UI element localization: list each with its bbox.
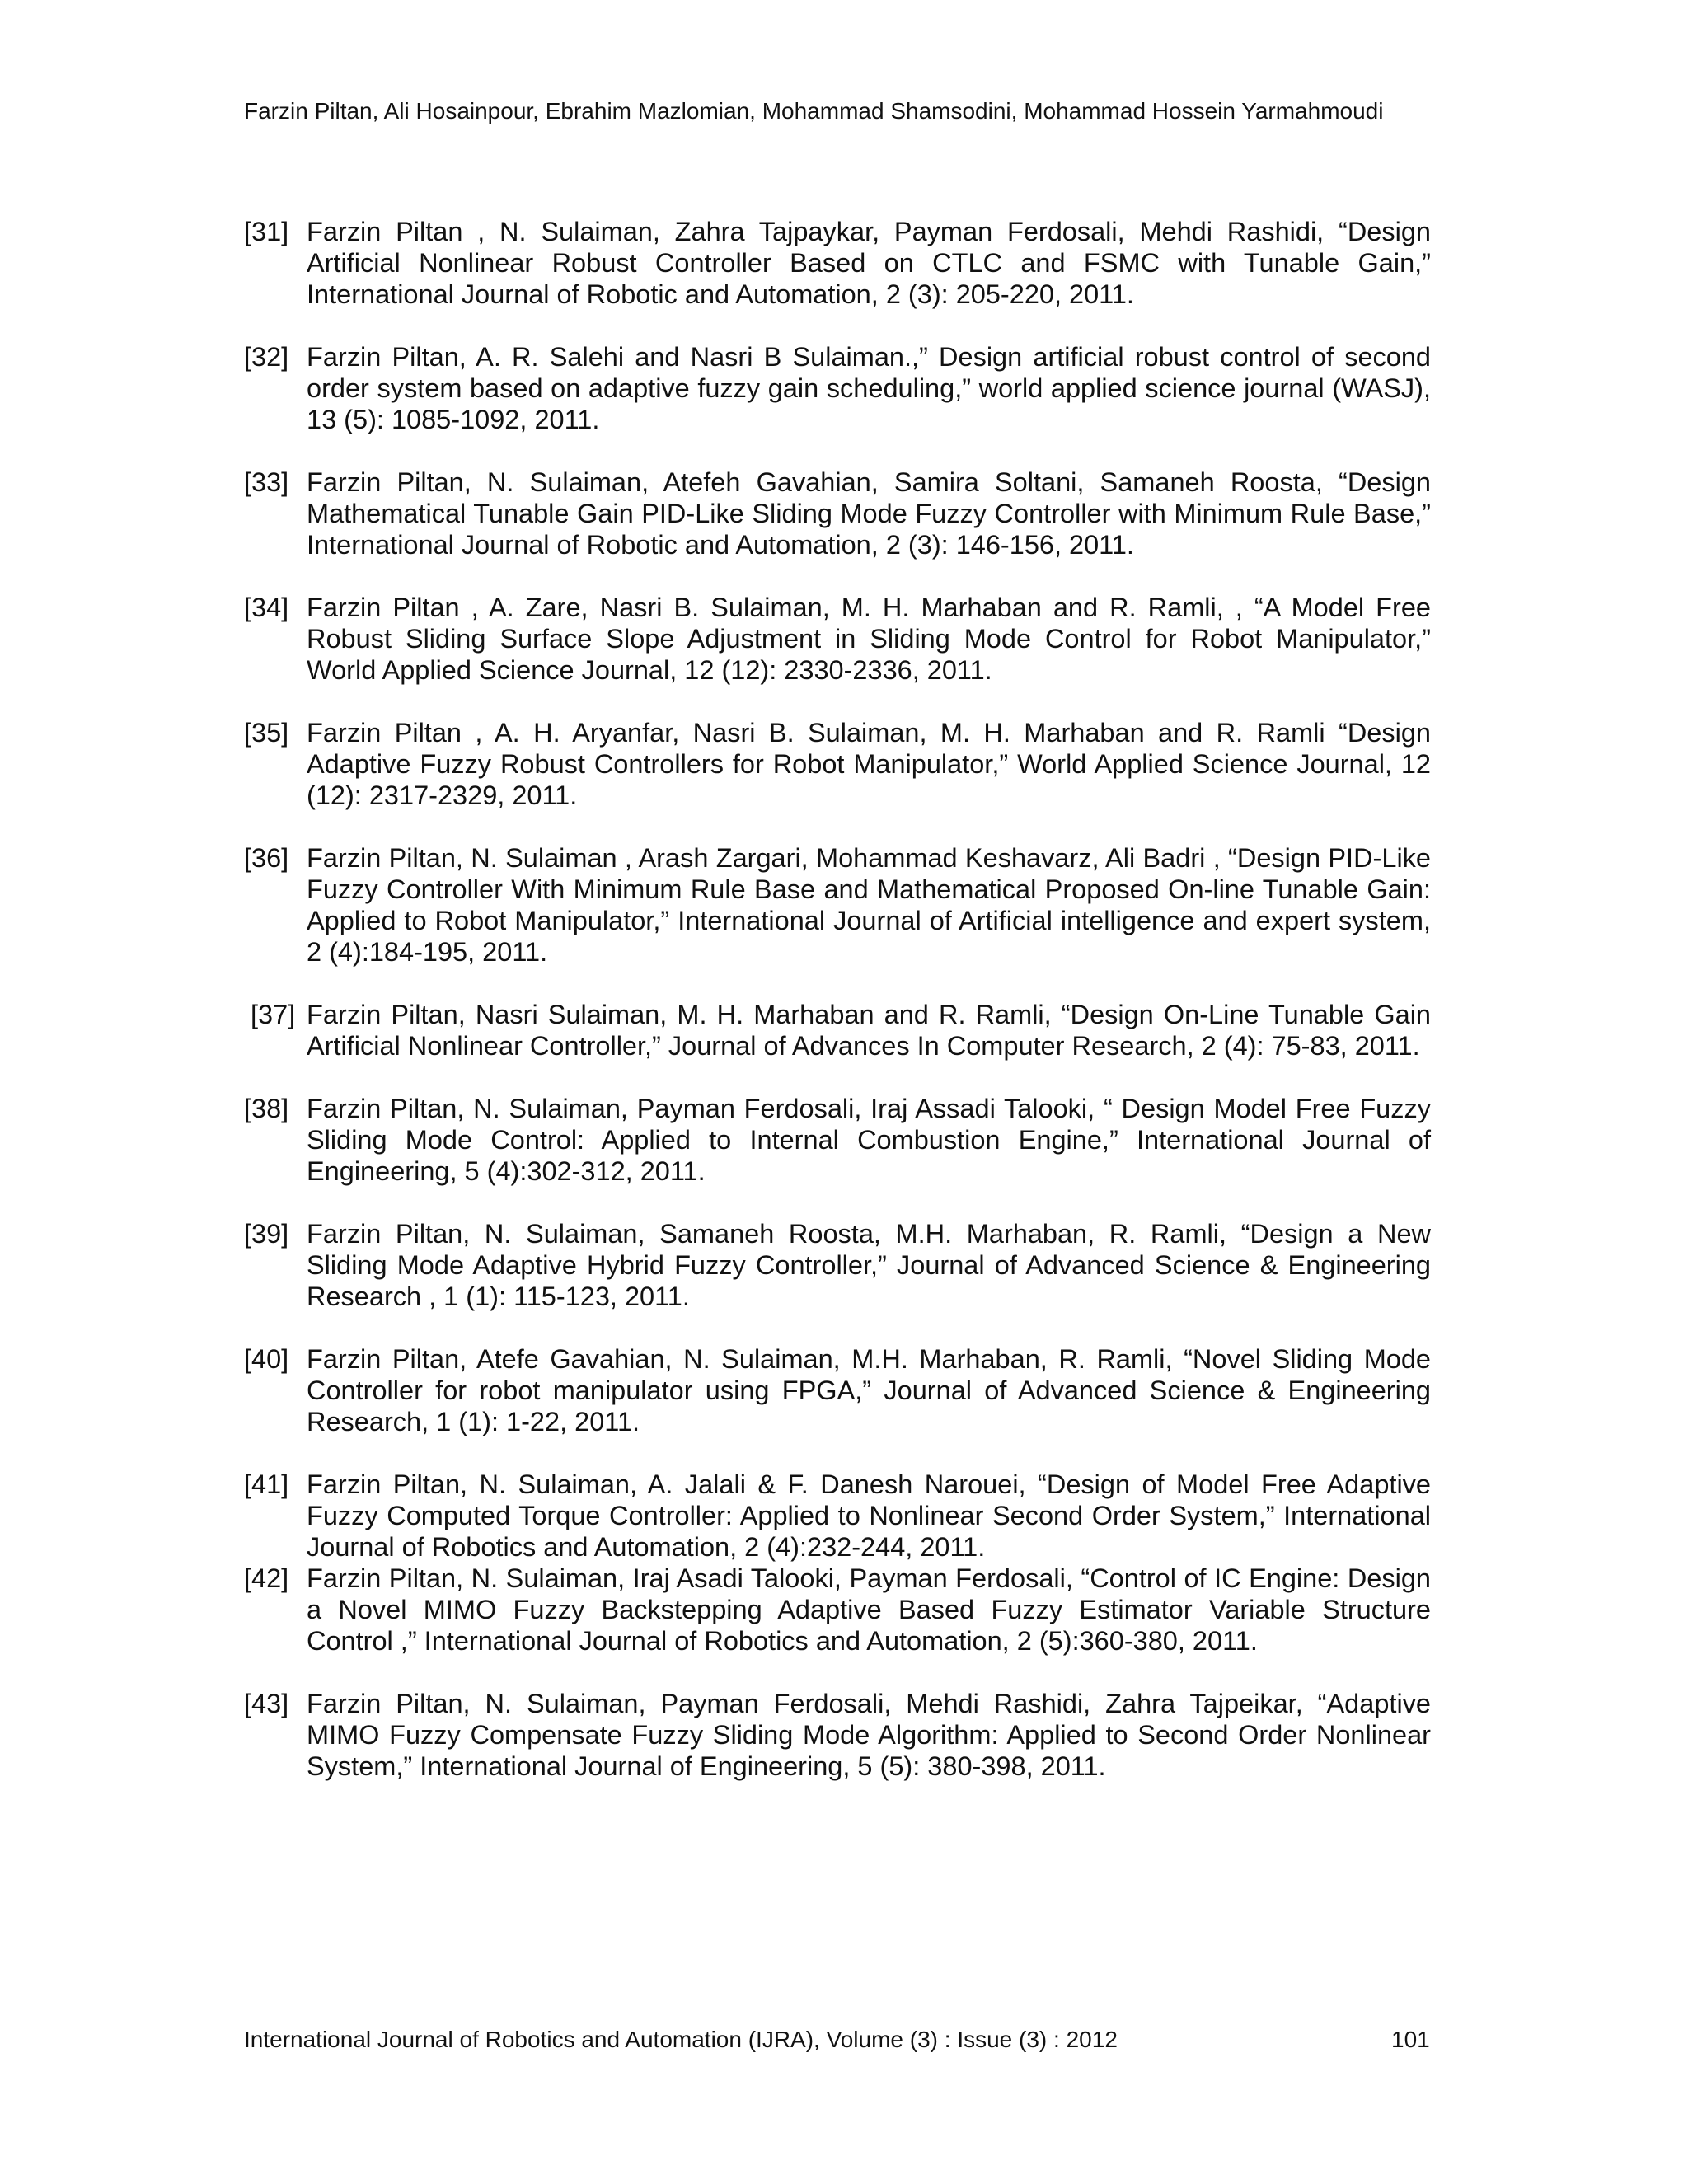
reference-text: Farzin Piltan, N. Sulaiman, Iraj Asadi Talooki, Payman Ferdosali, “Control of IC Engine: Design a Novel MIMO Fuzzy Backstepping Adaptive Based Fuzzy Estimator Variable Structure Control ,” International Journal of Robotics and Automation, 2 (5):360-380, 2011. [307, 1563, 1431, 1656]
reference-number: [39] [244, 1219, 289, 1249]
reference-item [244, 1563, 1431, 1657]
reference-number: [32] [244, 342, 289, 372]
reference-text: Farzin Piltan , A. Zare, Nasri B. Sulaiman, M. H. Marhaban and R. Ramli, , “A Model Free Robust Sliding Surface Slope Adjustment in Sliding Mode Control for Robot Manipulator,” World Applied Science Journal, 12 (12): 2330-2336, 2011. [307, 593, 1431, 685]
reference-text: Farzin Piltan, Atefe Gavahian, N. Sulaiman, M.H. Marhaban, R. Ramli, “Novel Sliding Mode Controller for robot manipulator using FPGA,” Journal of Advanced Science & Engineering Research, 1 (1): 1-22, 2011. [307, 1344, 1431, 1436]
reference-number: [40] [244, 1344, 289, 1374]
reference-number: [36] [244, 843, 289, 873]
reference-item [244, 717, 1431, 811]
reference-item [244, 592, 1431, 686]
reference-number: [43] [244, 1689, 289, 1718]
reference-item [244, 1218, 1431, 1312]
reference-number: [42] [244, 1563, 289, 1593]
reference-number: [34] [244, 593, 289, 622]
reference-text: Farzin Piltan, Nasri Sulaiman, M. H. Marhaban and R. Ramli, “Design On-Line Tunable Gain Artificial Nonlinear Controller,” Journal of Advances In Computer Research, 2 (4): 75-83, 2011. [307, 1000, 1431, 1061]
reference-text: Farzin Piltan, N. Sulaiman, Atefeh Gavahian, Samira Soltani, Samaneh Roosta, “Design Mathematical Tunable Gain PID-Like Sliding Mode Fuzzy Controller with Minimum Rule Base,” International Journal of Robotic and Automation, 2 (3): 146-156, 2011. [307, 467, 1431, 560]
reference-text: Farzin Piltan , N. Sulaiman, Zahra Tajpaykar, Payman Ferdosali, Mehdi Rashidi, “Design Artificial Nonlinear Robust Controller Based on CTLC and FSMC with Tunable Gain,” International Journal of Robotic and Automation, 2 (3): 205-220, 2011. [307, 217, 1431, 309]
reference-item [244, 466, 1431, 560]
reference-item [244, 1093, 1431, 1187]
page-number: 101 [1391, 2027, 1430, 2052]
reference-number: [33] [244, 467, 289, 497]
footer-journal: International Journal of Robotics and Automation (IJRA), Volume (3) : Issue (3) : 2012 [244, 2027, 1118, 2052]
running-header [244, 96, 1447, 127]
reference-number: [38] [244, 1094, 289, 1123]
reference-text: Farzin Piltan, N. Sulaiman, Payman Ferdosali, Iraj Assadi Talooki, “ Design Model Free Fuzzy Sliding Mode Control: Applied to Internal Combustion Engine,” International Journal of Engineering, 5 (4):302-312, 2011. [307, 1094, 1431, 1186]
header-authors: Farzin Piltan, Ali Hosainpour, Ebrahim Mazlomian, Mohammad Shamsodini, Mohammad Hossein Yarmahmoudi [244, 98, 1384, 124]
reference-number: [37] [251, 1000, 296, 1029]
reference-item [244, 999, 1431, 1062]
reference-text: Farzin Piltan , A. H. Aryanfar, Nasri B. Sulaiman, M. H. Marhaban and R. Ramli “Design Adaptive Fuzzy Robust Controllers for Robot Manipulator,” World Applied Science Journal, 12 (12): 2317-2329, 2011. [307, 718, 1431, 810]
reference-text: Farzin Piltan, N. Sulaiman, Payman Ferdosali, Mehdi Rashidi, Zahra Tajpeikar, “Adaptive MIMO Fuzzy Compensate Fuzzy Sliding Mode Algorithm: Applied to Second Order Nonlinear System,” International Journal of Engineering, 5 (5): 380-398, 2011. [307, 1689, 1431, 1781]
reference-item [244, 1469, 1431, 1563]
reference-item [244, 216, 1431, 310]
reference-number: [35] [244, 718, 289, 748]
reference-text: Farzin Piltan, A. R. Salehi and Nasri B Sulaiman.,” Design artificial robust control of second order system based on adaptive fuzzy gain scheduling,” world applied science journal (WASJ), 13 (5): 1085-1092, 2011. [307, 342, 1431, 434]
reference-item [244, 341, 1431, 435]
reference-text: Farzin Piltan, N. Sulaiman , Arash Zargari, Mohammad Keshavarz, Ali Badri , “Design PID-Like Fuzzy Controller With Minimum Rule Base and Mathematical Proposed On-line Tunable Gain: Applied to Robot Manipulator,” International Journal of Artificial intelligence and expert system, 2 (4):184-195, 2011. [307, 843, 1431, 967]
reference-item [244, 842, 1431, 968]
reference-number: [31] [244, 217, 289, 246]
reference-item [244, 1343, 1431, 1437]
reference-text: Farzin Piltan, N. Sulaiman, A. Jalali & F. Danesh Narouei, “Design of Model Free Adaptive Fuzzy Computed Torque Controller: Applied to Nonlinear Second Order System,” International Journal of Robotics and Automation, 2 (4):232-244, 2011. [307, 1469, 1431, 1562]
reference-number: [41] [244, 1469, 289, 1499]
reference-item [244, 1688, 1431, 1782]
reference-text: Farzin Piltan, N. Sulaiman, Samaneh Roosta, M.H. Marhaban, R. Ramli, “Design a New Sliding Mode Adaptive Hybrid Fuzzy Controller,” Journal of Advanced Science & Engineering Research , 1 (1): 115-123, 2011. [307, 1219, 1431, 1311]
reference-list [244, 216, 1431, 1813]
